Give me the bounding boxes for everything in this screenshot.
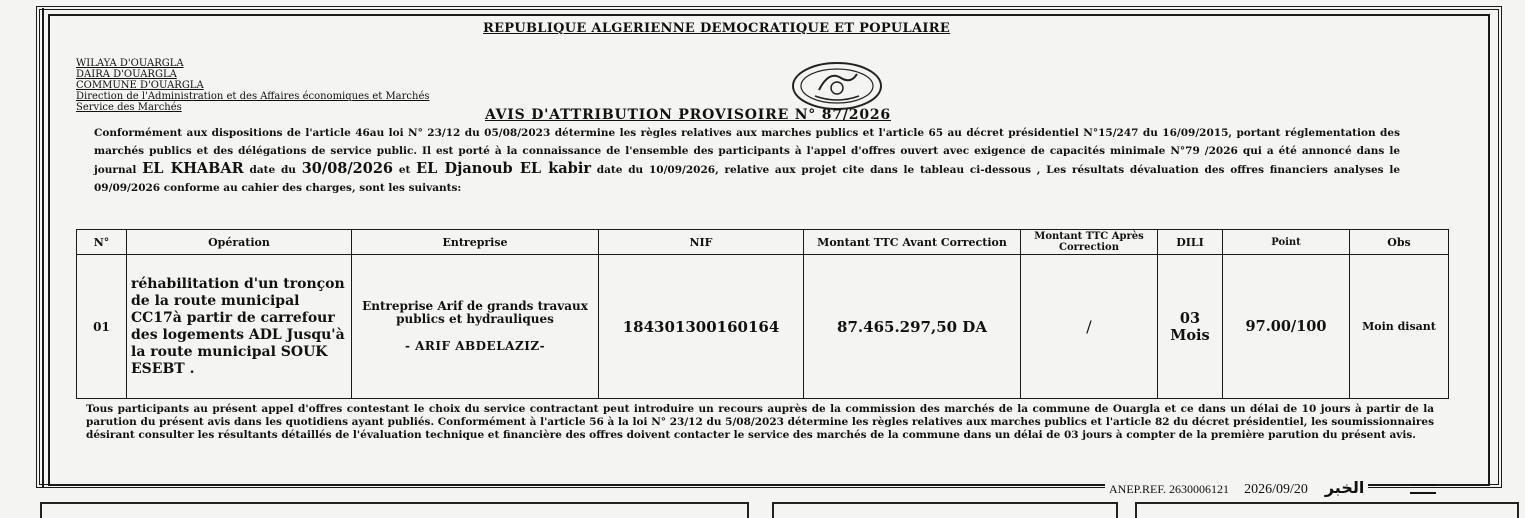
admin-line-commune: COMMUNE D'OUARGLA xyxy=(76,80,204,91)
admin-line-direction: Direction de l'Administration et des Affaires économiques et Marchés xyxy=(76,91,430,102)
cell-nif: 184301300160164 xyxy=(599,255,804,399)
footer-paragraph: Tous participants au présent appel d'offres contestant le choix du service contractant peut introduire un recours auprès de la commission des marchés de la commune de Ouargla et ce dans un délai de 10 jours à partir de la parution du présent avis dans les quotidiens ayant publiés. Conformément à l'article 56 à la loi N° 23/12 du 5/08/2023 détermine les règles relatives aux marches publics et l'article 82 du décret présidentiel, les soumissionnaires désirant consulter les résultants détaillés de l'évaluation technique et financière des offres doivent contacter le service des marchés de la commune dans un délai de 03 jours à compter de la première parution du présent avis. xyxy=(86,403,1434,441)
cell-point: 97.00/100 xyxy=(1223,255,1350,399)
journal-name-1: EL KHABAR xyxy=(142,160,244,177)
intro-date-1: 30/08/2026 xyxy=(301,160,394,177)
dili-value: 03 xyxy=(1179,309,1201,327)
cell-entreprise xyxy=(352,255,599,399)
header-nif: NIF xyxy=(599,230,804,255)
header-entreprise: Entreprise xyxy=(352,230,599,255)
administration-block xyxy=(76,58,430,113)
admin-line-daira: DAIRA D'OUARGLA xyxy=(76,69,177,80)
anep-reference: ANEP.REF. 2630006121 xyxy=(1109,482,1230,496)
entreprise-description: Entreprise Arif de grands travaux publics et hydrauliques xyxy=(362,299,588,326)
adjacent-notice-right xyxy=(1135,502,1519,518)
header-point: Point xyxy=(1223,230,1350,255)
decorative-dash xyxy=(1410,484,1436,494)
republic-heading: REPUBLIQUE ALGERIENNE DEMOCRATIQUE ET POPULAIRE xyxy=(483,21,951,36)
journal-name-2: EL Djanoub EL kabir xyxy=(416,160,591,177)
intro-paragraph xyxy=(94,124,1400,197)
intro-part-3: et xyxy=(398,164,411,176)
header-montant-avant: Montant TTC Avant Correction xyxy=(804,230,1021,255)
table-header-row xyxy=(77,230,1449,255)
dili-unit: Mois xyxy=(1170,326,1210,344)
intro-part-4: date du 10/09/2026, relative aux projet cite dans le tableau ci-dessous , Les résultats dévaluation des offres financiers analyses le 09/09/2026 conforme au cahier des charges, sont les suivants: xyxy=(94,164,1401,194)
entreprise-owner: - ARIF ABDELAZIZ- xyxy=(404,339,546,353)
adjacent-notice-left xyxy=(40,502,749,518)
newspaper-logo: الخبر xyxy=(1324,478,1365,497)
cell-obs: Moin disant xyxy=(1350,255,1449,399)
header-obs: Obs xyxy=(1350,230,1449,255)
table-row xyxy=(77,255,1449,399)
cell-dili xyxy=(1158,255,1223,399)
cell-montant-apres: / xyxy=(1021,255,1158,399)
admin-line-service: Service des Marchés xyxy=(76,102,182,113)
admin-line-wilaya: WILAYA D'OUARGLA xyxy=(76,58,184,69)
cell-no: 01 xyxy=(77,255,127,399)
results-table xyxy=(76,229,1449,399)
avis-title: AVIS D'ATTRIBUTION PROVISOIRE N° 87/2026 xyxy=(485,107,891,123)
national-seal-icon xyxy=(789,60,885,112)
adjacent-notice-middle xyxy=(772,502,1118,518)
publication-reference xyxy=(1105,478,1368,498)
header-no: N° xyxy=(77,230,127,255)
intro-part-1: Conformément aux dispositions de l'article 46au loi N° 23/12 du 05/08/2023 détermine les règles relatives aux marches publics et l'article 65 au décret présidentiel N°15/247 du 16/09/2015, portant réglementation des marchés publics et des délégations de service public. Il est porté à la connaissance de l'ensemble des participants à l'appel d'offres ouvert avec exigence de capacités minimale N°79 /2026 qui a été annoncé dans le journal xyxy=(94,127,1400,176)
intro-part-2: date du xyxy=(249,164,296,176)
header-operation: Opération xyxy=(127,230,352,255)
cell-operation: réhabilitation d'un tronçon de la route municipal CC17à partir de carrefour des logements ADL Jusqu'à la route municipal SOUK ESEBT . xyxy=(127,255,352,399)
page-border-left xyxy=(42,8,44,488)
header-montant-apres: Montant TTC Après Correction xyxy=(1021,230,1158,255)
publication-date: 2026/09/20 xyxy=(1244,482,1308,497)
header-dili: DILI xyxy=(1158,230,1223,255)
cell-montant-avant: 87.465.297,50 DA xyxy=(804,255,1021,399)
